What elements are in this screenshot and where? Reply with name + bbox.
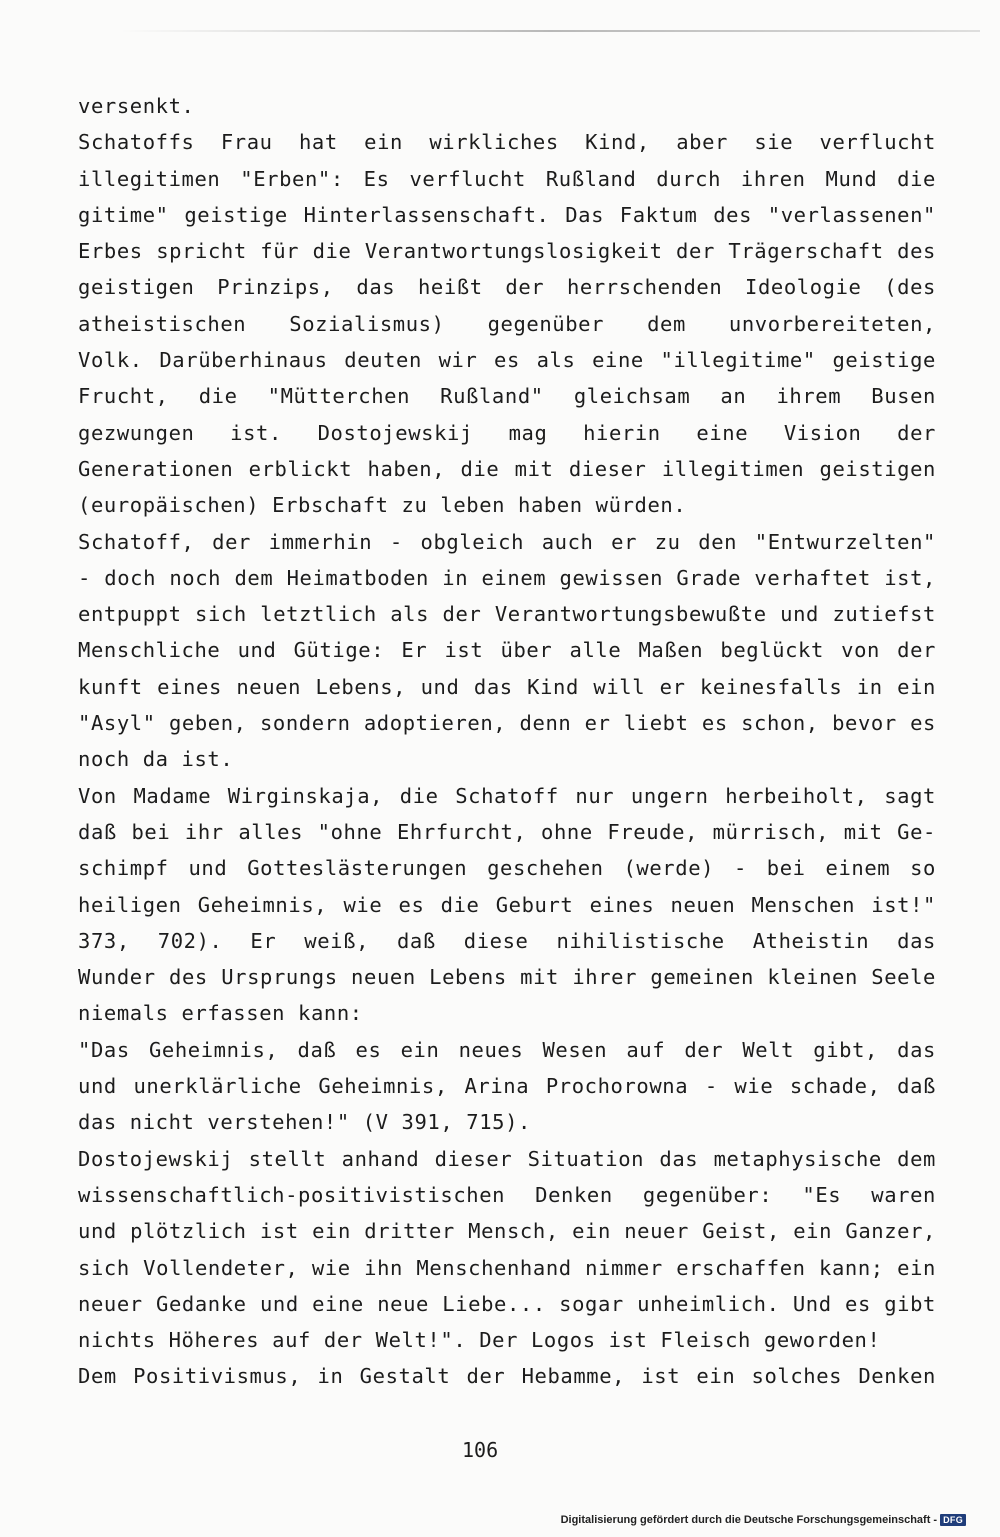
body-text bbox=[78, 88, 936, 1395]
text-line: Schatoffs Frau hat ein wirkliches Kind, aber sie verflucht bbox=[78, 130, 936, 155]
text-line: Volk. Darüberhinaus deuten wir es als eine "illegitime" geistige bbox=[78, 348, 936, 373]
text-line: Dem Positivismus, in Gestalt der Hebamme, ist ein solches Denken bbox=[78, 1364, 936, 1389]
page-number: 106 bbox=[462, 1438, 499, 1462]
text-line: und plötzlich ist ein dritter Mensch, ein neuer Geist, ein Ganzer, bbox=[78, 1219, 936, 1244]
text-line: "Das Geheimnis, daß es ein neues Wesen auf der Welt gibt, das bbox=[78, 1037, 936, 1062]
text-line: Generationen erblickt haben, die mit dieser illegitimen geistigen bbox=[78, 456, 936, 481]
text-line: (europäischen) Erbschaft zu leben haben würden. bbox=[78, 493, 687, 518]
text-line: Dostojewskij stellt anhand dieser Situation das metaphysische dem bbox=[78, 1146, 936, 1171]
text-line: noch da ist. bbox=[78, 747, 234, 772]
text-line: geistigen Prinzips, das heißt der herrschenden Ideologie (des bbox=[78, 275, 936, 300]
text-line: Frucht, die "Mütterchen Rußland" gleichsam an ihrem Busen bbox=[78, 384, 936, 409]
footer-text: Digitalisierung gefördert durch die Deutsche Forschungsgemeinschaft - bbox=[560, 1514, 938, 1526]
text-line: Von Madame Wirginskaja, die Schatoff nur ungern herbeiholt, sagt bbox=[78, 783, 936, 808]
text-line: Schatoff, der immerhin - obgleich auch er zu den "Entwurzelten" bbox=[78, 529, 936, 554]
text-line: nichts Höheres auf der Welt!". Der Logos ist Fleisch geworden! bbox=[78, 1328, 881, 1353]
dfg-logo-icon: DFG bbox=[940, 1514, 966, 1526]
text-line: daß bei ihr alles "ohne Ehrfurcht, ohne Freude, mürrisch, mit Ge- bbox=[78, 819, 936, 844]
text-line: das nicht verstehen!" (V 391, 715). bbox=[78, 1110, 531, 1135]
scan-edge-line bbox=[120, 30, 980, 32]
text-line: Menschliche und Gütige: Er ist über alle Maßen beglückt von der bbox=[78, 638, 936, 663]
text-line: niemals erfassen kann: bbox=[78, 1001, 363, 1026]
text-line: neuer Gedanke und eine neue Liebe... sogar unheimlich. Und es gibt bbox=[78, 1291, 936, 1316]
text-line: 373, 702). Er weiß, daß diese nihilistische Atheistin das bbox=[78, 928, 936, 953]
text-line: schimpf und Gotteslästerungen geschehen (werde) - bei einem so bbox=[78, 856, 936, 881]
text-line: gezwungen ist. Dostojewskij mag hierin eine Vision der bbox=[78, 420, 936, 445]
text-line: illegitimen "Erben": Es verflucht Rußland durch ihren Mund die bbox=[78, 166, 936, 191]
text-line: atheistischen Sozialismus) gegenüber dem unvorbereiteten, bbox=[78, 311, 936, 336]
text-line: "Asyl" geben, sondern adoptieren, denn er liebt es schon, bevor es bbox=[78, 711, 936, 736]
text-line: Erbes spricht für die Verantwortungslosigkeit der Trägerschaft des bbox=[78, 239, 936, 264]
text-line: und unerklärliche Geheimnis, Arina Prochorowna - wie schade, daß bbox=[78, 1074, 936, 1099]
text-line: wissenschaftlich-positivistischen Denken gegenüber: "Es waren bbox=[78, 1182, 936, 1207]
text-line: - doch noch dem Heimatboden in einem gewissen Grade verhaftet ist, bbox=[78, 565, 936, 590]
text-line: Wunder des Ursprungs neuen Lebens mit ihrer gemeinen kleinen Seele bbox=[78, 965, 936, 990]
text-line: entpuppt sich letztlich als der Verantwortungsbewußte und zutiefst bbox=[78, 602, 936, 627]
text-line: heiligen Geheimnis, wie es die Geburt eines neuen Menschen ist!" bbox=[78, 892, 936, 917]
text-line: kunft eines neuen Lebens, und das Kind will er keinesfalls in ein bbox=[78, 674, 936, 699]
footer-credit bbox=[561, 1514, 966, 1526]
text-line: gitime" geistige Hinterlassenschaft. Das Faktum des "verlassenen" bbox=[78, 202, 936, 227]
text-line: versenkt. bbox=[78, 94, 195, 118]
text-line: sich Vollendeter, wie ihn Menschenhand nimmer erschaffen kann; ein bbox=[78, 1255, 936, 1280]
